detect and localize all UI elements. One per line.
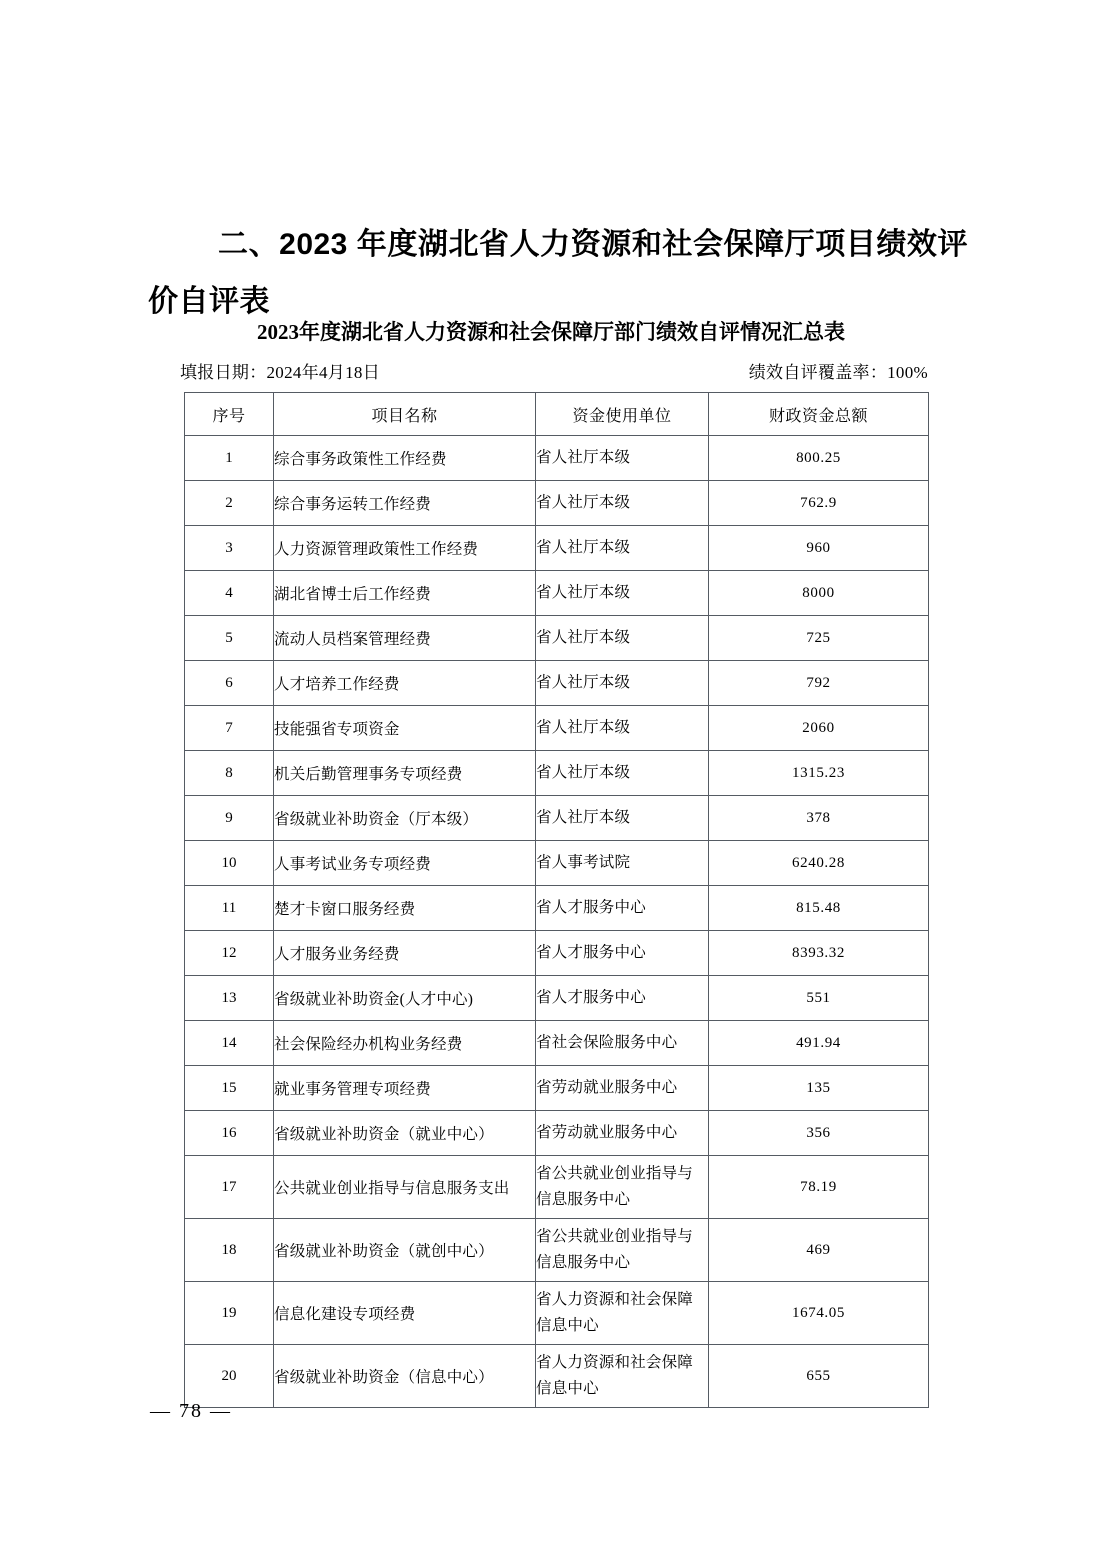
cell-project-name: 技能强省专项资金	[274, 706, 536, 751]
cell-total-amount: 378	[709, 796, 929, 841]
cell-fund-unit-line: 省人社厅本级	[536, 629, 631, 646]
cell-fund-unit-line: 信息中心	[536, 1317, 599, 1334]
table-body	[185, 436, 929, 1408]
cell-fund-unit	[536, 1345, 709, 1408]
cell-no: 20	[185, 1345, 274, 1408]
cell-fund-unit	[536, 661, 709, 706]
cell-fund-unit-line: 省社会保险服务中心	[536, 1034, 678, 1051]
cell-total-amount: 655	[709, 1345, 929, 1408]
cell-fund-unit-line: 省公共就业创业指导与	[536, 1228, 694, 1245]
cell-total-amount: 6240.28	[709, 841, 929, 886]
cell-total-amount: 1315.23	[709, 751, 929, 796]
table-row	[185, 1021, 929, 1066]
table-header-row	[185, 393, 929, 436]
table-row	[185, 841, 929, 886]
cell-fund-unit	[536, 1111, 709, 1156]
cell-fund-unit	[536, 1282, 709, 1345]
cell-no: 11	[185, 886, 274, 931]
table-title: 2023年度湖北省人力资源和社会保障厅部门绩效自评情况汇总表	[257, 320, 845, 344]
cell-total-amount: 491.94	[709, 1021, 929, 1066]
table-row	[185, 661, 929, 706]
summary-table-container	[184, 392, 928, 1408]
table-row	[185, 481, 929, 526]
cell-fund-unit-line: 省人社厅本级	[536, 674, 631, 691]
cell-fund-unit	[536, 841, 709, 886]
report-date-label: 填报日期：2024年4月18日	[180, 363, 380, 382]
cell-project-name: 人才培养工作经费	[274, 661, 536, 706]
cell-project-name: 省级就业补助资金（信息中心）	[274, 1345, 536, 1408]
table-row	[185, 886, 929, 931]
cell-fund-unit	[536, 706, 709, 751]
table-row	[185, 616, 929, 661]
cell-fund-unit-line: 省人社厅本级	[536, 494, 631, 511]
cell-total-amount: 135	[709, 1066, 929, 1111]
table-row	[185, 526, 929, 571]
cell-fund-unit	[536, 1156, 709, 1219]
cell-no: 5	[185, 616, 274, 661]
cell-fund-unit	[536, 1021, 709, 1066]
cell-no: 8	[185, 751, 274, 796]
cell-fund-unit-line: 省公共就业创业指导与	[536, 1165, 694, 1182]
table-row	[185, 1345, 929, 1408]
cell-fund-unit-line: 信息服务中心	[536, 1191, 631, 1208]
cell-total-amount: 1674.05	[709, 1282, 929, 1345]
cell-fund-unit-line: 省人才服务中心	[536, 899, 646, 916]
cell-fund-unit-line: 省人社厅本级	[536, 584, 631, 601]
cell-project-name: 省级就业补助资金（厅本级）	[274, 796, 536, 841]
cell-no: 17	[185, 1156, 274, 1219]
table-row	[185, 751, 929, 796]
cell-no: 4	[185, 571, 274, 616]
cell-project-name: 省级就业补助资金（就业中心）	[274, 1111, 536, 1156]
cell-project-name: 流动人员档案管理经费	[274, 616, 536, 661]
cell-fund-unit	[536, 1066, 709, 1111]
table-row	[185, 1156, 929, 1219]
table-row	[185, 706, 929, 751]
cell-total-amount: 356	[709, 1111, 929, 1156]
cell-fund-unit-line: 信息中心	[536, 1380, 599, 1397]
cell-fund-unit	[536, 751, 709, 796]
table-row	[185, 1282, 929, 1345]
cell-project-name: 机关后勤管理事务专项经费	[274, 751, 536, 796]
cell-no: 7	[185, 706, 274, 751]
column-header-unit: 资金使用单位	[536, 393, 709, 436]
cell-project-name: 省级就业补助资金(人才中心)	[274, 976, 536, 1021]
cell-total-amount: 960	[709, 526, 929, 571]
cell-total-amount: 725	[709, 616, 929, 661]
cell-no: 9	[185, 796, 274, 841]
table-row	[185, 1219, 929, 1282]
cell-total-amount: 551	[709, 976, 929, 1021]
coverage-rate-label: 绩效自评覆盖率：100%	[748, 363, 928, 382]
cell-fund-unit-line: 省人社厅本级	[536, 809, 631, 826]
cell-no: 16	[185, 1111, 274, 1156]
cell-project-name: 综合事务政策性工作经费	[274, 436, 536, 481]
cell-project-name: 人才服务业务经费	[274, 931, 536, 976]
cell-no: 2	[185, 481, 274, 526]
cell-total-amount: 469	[709, 1219, 929, 1282]
cell-fund-unit	[536, 886, 709, 931]
cell-project-name: 人事考试业务专项经费	[274, 841, 536, 886]
cell-no: 18	[185, 1219, 274, 1282]
table-meta-row	[180, 358, 928, 382]
cell-project-name: 省级就业补助资金（就创中心）	[274, 1219, 536, 1282]
cell-fund-unit	[536, 526, 709, 571]
cell-fund-unit	[536, 1219, 709, 1282]
cell-total-amount: 800.25	[709, 436, 929, 481]
cell-no: 15	[185, 1066, 274, 1111]
cell-total-amount: 78.19	[709, 1156, 929, 1219]
cell-fund-unit-line: 省人力资源和社会保障	[536, 1354, 694, 1371]
cell-fund-unit-line: 省人才服务中心	[536, 989, 646, 1006]
cell-no: 14	[185, 1021, 274, 1066]
cell-fund-unit-line: 省人社厅本级	[536, 719, 631, 736]
table-row	[185, 976, 929, 1021]
cell-fund-unit-line: 省人社厅本级	[536, 764, 631, 781]
cell-fund-unit-line: 省劳动就业服务中心	[536, 1079, 678, 1096]
page-number: — 78 —	[150, 1400, 232, 1422]
cell-project-name: 公共就业创业指导与信息服务支出	[274, 1156, 536, 1219]
cell-total-amount: 8000	[709, 571, 929, 616]
cell-project-name: 信息化建设专项经费	[274, 1282, 536, 1345]
cell-fund-unit-line: 省劳动就业服务中心	[536, 1124, 678, 1141]
cell-project-name: 综合事务运转工作经费	[274, 481, 536, 526]
cell-fund-unit	[536, 571, 709, 616]
table-row	[185, 436, 929, 481]
cell-total-amount: 762.9	[709, 481, 929, 526]
performance-summary-table	[184, 392, 929, 1408]
cell-total-amount: 2060	[709, 706, 929, 751]
cell-total-amount: 792	[709, 661, 929, 706]
table-row	[185, 931, 929, 976]
cell-project-name: 湖北省博士后工作经费	[274, 571, 536, 616]
cell-fund-unit	[536, 796, 709, 841]
cell-fund-unit-line: 省人事考试院	[536, 854, 631, 871]
section-heading: 二、2023 年度湖北省人力资源和社会保障厅项目绩效评价自评表	[148, 228, 968, 319]
cell-no: 10	[185, 841, 274, 886]
cell-total-amount: 8393.32	[709, 931, 929, 976]
table-row	[185, 1111, 929, 1156]
cell-fund-unit	[536, 436, 709, 481]
cell-total-amount: 815.48	[709, 886, 929, 931]
column-header-no: 序号	[185, 393, 274, 436]
cell-fund-unit-line: 信息服务中心	[536, 1254, 631, 1271]
cell-no: 12	[185, 931, 274, 976]
cell-no: 19	[185, 1282, 274, 1345]
cell-fund-unit-line: 省人力资源和社会保障	[536, 1291, 694, 1308]
cell-project-name: 楚才卡窗口服务经费	[274, 886, 536, 931]
table-row	[185, 796, 929, 841]
cell-project-name: 社会保险经办机构业务经费	[274, 1021, 536, 1066]
cell-fund-unit	[536, 481, 709, 526]
column-header-amount: 财政资金总额	[709, 393, 929, 436]
cell-fund-unit	[536, 931, 709, 976]
cell-no: 6	[185, 661, 274, 706]
table-row	[185, 1066, 929, 1111]
cell-fund-unit-line: 省人社厅本级	[536, 449, 631, 466]
cell-fund-unit	[536, 616, 709, 661]
cell-project-name: 就业事务管理专项经费	[274, 1066, 536, 1111]
cell-fund-unit	[536, 976, 709, 1021]
table-row	[185, 571, 929, 616]
cell-fund-unit-line: 省人社厅本级	[536, 539, 631, 556]
column-header-name: 项目名称	[274, 393, 536, 436]
cell-fund-unit-line: 省人才服务中心	[536, 944, 646, 961]
cell-project-name: 人力资源管理政策性工作经费	[274, 526, 536, 571]
cell-no: 1	[185, 436, 274, 481]
cell-no: 13	[185, 976, 274, 1021]
cell-no: 3	[185, 526, 274, 571]
